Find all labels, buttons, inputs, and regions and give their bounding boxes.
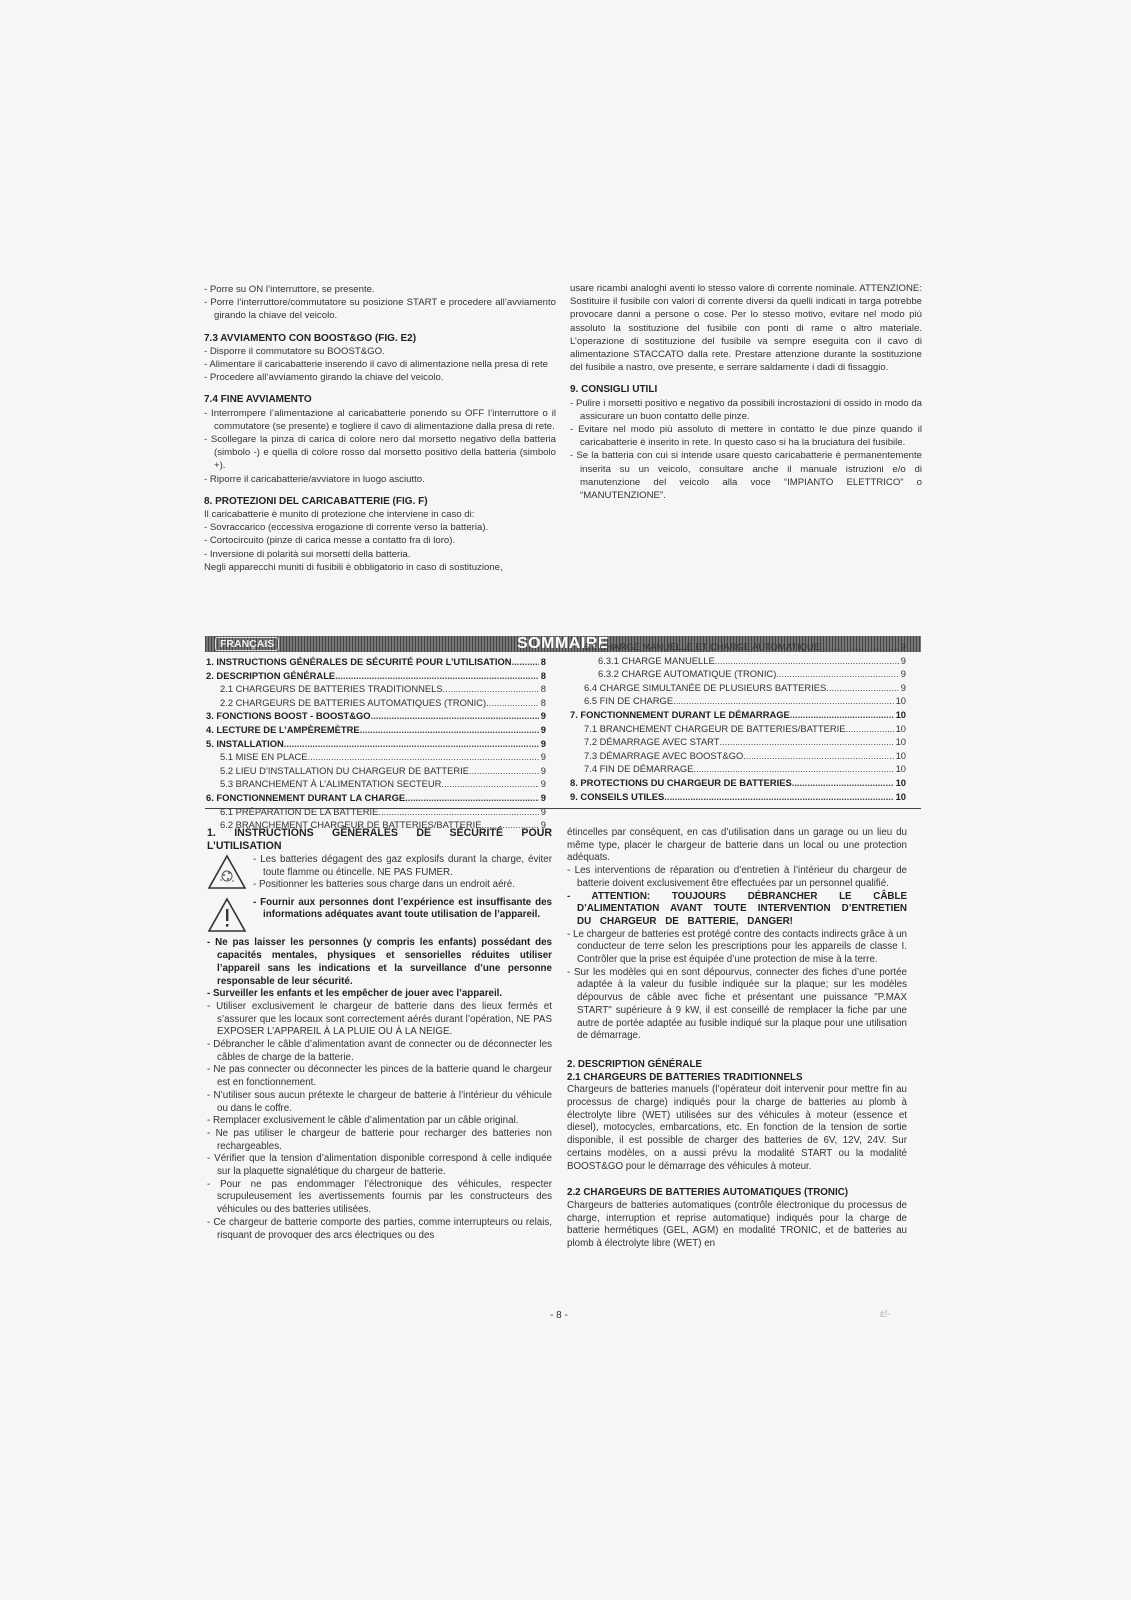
- toc-entry: [206, 723, 546, 737]
- toc-leader-dots: [512, 655, 539, 669]
- toc-leader-dots: [719, 735, 893, 749]
- toc-leader-dots: [846, 722, 894, 736]
- toc-leader-dots: [790, 708, 894, 722]
- toc-page-number: 8: [540, 669, 546, 681]
- toc-leader-dots: [469, 764, 539, 778]
- paragraph: Chargeurs de batteries manuels (l’opérateur doit intervenir pour mettre fin au processus de charge) indiqués pour la charge de batteries au plomb à électrolyte libre (WET) utilisées sur des véhicules à moteur (essence et diesel), motocycles, embarcations, etc. En fonction de la tension de sortie disponible, il est possible de charger des batteries de 6V, 12V, 24V. Sur certains modèles, on a aussi prévu la modalité START ou la modalité BOOST&GO pour le démarrage des véhicules à moteur.: [567, 1084, 907, 1172]
- toc-page-number: 9: [900, 668, 906, 680]
- toc-page-number: 10: [895, 708, 906, 720]
- warning-text: - Les batteries dégagent des gaz explosifs durant la charge, éviter toute flamme ou étincelle. NE PAS FUMER.: [253, 854, 552, 878]
- toc-entry-title: 4. LECTURE DE L’AMPÈREMÈTRE: [206, 723, 360, 735]
- list-item: - Se la batteria con cui si intende usare questo caricabatterie è permanentemente inserita su un veicolo, consultare anche il manuale istruzioni e/o di manutenzione del veicolo alla voce “IMPIANTO ELETTRICO” o “MANUTENZIONE”.: [570, 450, 922, 502]
- toc-page-number: 9: [540, 723, 546, 735]
- toc-right: [570, 640, 906, 803]
- toc-entry: [570, 640, 906, 654]
- toc-leader-dots: [776, 667, 898, 681]
- list-item: - Les interventions de réparation ou d’entretien à l’intérieur du chargeur de batterie doivent exclusivement être effectuées par un personnel qualifié.: [567, 865, 907, 889]
- toc-page-number: 10: [895, 695, 906, 707]
- french-left-column: [207, 827, 552, 1242]
- toc-page-number: 9: [540, 764, 546, 776]
- toc-leader-dots: [826, 681, 899, 695]
- list-item: - Utiliser exclusivement le chargeur de batterie dans des lieux fermés et s’assurer que les locaux sont correctement aérés durant l’opération, NE PAS EXPOSER L’APPAREIL À LA PLUIE OU À LA NEIGE.: [207, 1000, 552, 1038]
- toc-entry: [570, 790, 906, 804]
- list-item: - Scollegare la pinza di carica di colore nero dal morsetto negativo della batteria (simbolo -) e quella di colore rosso dal morsetto positivo della batteria (simbolo +).: [204, 434, 556, 472]
- toc-entry: [206, 655, 546, 669]
- list-item: - Sur les modèles qui en sont dépourvus, connecter des fiches d’une portée adaptée à la valeur du fusible indiquée sur la plaque; sur les modèles dépourvus de câble avec fiche et présentant une puissance "P.MAX START" supérieure à 9 kW, il est conseillé de remplacer la fiche par une autre de portée adaptée au fusible indiqué sur la plaque pour une utilisation de démarrage.: [567, 966, 907, 1042]
- toc-entry-title: 7.4 FIN DE DÉMARRAGE: [584, 763, 694, 775]
- list-item: - Débrancher le câble d’alimentation avant de connecter ou de déconnecter les câbles de charge de la batterie.: [207, 1039, 552, 1063]
- toc-entry: [570, 722, 906, 736]
- toc-page-number: 9: [900, 654, 906, 666]
- toc-entry: [206, 791, 546, 805]
- toc-entry: [570, 776, 906, 790]
- explosion-warning-icon: [207, 854, 253, 895]
- toc-page-number: 9: [540, 710, 546, 722]
- toc-entry-title: 6.5 FIN DE CHARGE: [584, 695, 674, 707]
- toc-entry: [570, 654, 906, 668]
- toc-entry: [570, 708, 906, 722]
- subsection-heading: 2.1 CHARGEURS DE BATTERIES TRADITIONNELS: [567, 1071, 803, 1083]
- toc-page-number: 9: [540, 751, 546, 763]
- toc-entry: [570, 762, 906, 776]
- list-item: - N’utiliser sous aucun prétexte le chargeur de batterie à l’intérieur du véhicule ou dans le coffre.: [207, 1089, 552, 1114]
- list-item: - Porre su ON l’interruttore, se presente.: [204, 284, 375, 295]
- toc-entry: [570, 735, 906, 749]
- list-item: - Le chargeur de batteries est protégé contre des contacts indirects grâce à un conducteur de terre selon les prescriptions pour les appareils de classe I. Contrôler que la prise est équipée d’une protection de mise à la terre.: [567, 928, 907, 966]
- list-item: - Sovraccarico (eccessiva erogazione di corrente verso la batteria).: [204, 522, 489, 534]
- toc-leader-dots: [443, 682, 539, 696]
- toc-entry-title: 6.1 PRÉPARATION DE LA BATTERIE: [220, 805, 379, 817]
- french-right-column: [567, 827, 907, 1251]
- toc-entry-title: 1. INSTRUCTIONS GÉNÉRALES DE SÉCURITÉ POUR L’UTILISATION: [206, 656, 512, 667]
- toc-entry-title: 5.1 MISE EN PLACE: [220, 751, 308, 763]
- attention-item: - ATTENTION: TOUJOURS DÉBRANCHER LE CÂBLE D’ALIMENTATION AVANT TOUTE INTERVENTION D’ENTRETIEN DU CHARGEUR DE BATTERIE, DANGER!: [567, 890, 907, 927]
- toc-entry: [206, 669, 546, 683]
- corner-mark: ɛ!·: [880, 1309, 891, 1320]
- list-item: - Ne pas connecter ou déconnecter les pinces de la batterie quand le chargeur est en fonctionnement.: [207, 1064, 552, 1089]
- toc-entry-title: 2.2 CHARGEURS DE BATTERIES AUTOMATIQUES (TRONIC): [220, 696, 487, 708]
- section-heading: 7.4 FINE AVVIAMENTO: [204, 394, 312, 406]
- toc-leader-dots: [715, 654, 899, 668]
- caution-warning-icon: [207, 897, 253, 938]
- warning-text: - Positionner les batteries sous charge dans un endroit aéré.: [253, 879, 515, 891]
- toc-entry-title: 8. PROTECTIONS DU CHARGEUR DE BATTERIES: [570, 776, 792, 788]
- paragraph: usare ricambi analoghi aventi lo stesso valore di corrente nominale. ATTENZIONE: Sostituire il fusibile con valori di corrente diversi da quelli indicati in targa potrebbe provocare danni a persone o cose. Per lo stesso motivo, evitare nel modo più assoluto la sostituzione del fusibile con ponti di rame o altro materiale. L’operazione di sostituzione del fusibile va sempre eseguita con il cavo di alimentazione STACCATO dalla rete. Prestare attenzione durante la sostituzione del fusibile a nastro, ove presente, e serrare saldamente i dadi di fissaggio.: [570, 283, 922, 374]
- list-item: - Inversione di polarità sui morsetti della batteria.: [204, 548, 411, 560]
- toc-entry: [570, 694, 906, 708]
- section-heading: 7.3 AVVIAMENTO CON BOOST&GO (FIG. E2): [204, 332, 417, 344]
- list-item: - Pour ne pas endommager l’électronique des véhicules, respecter scrupuleusement les avertissements fournis par les constructeurs des véhicules ou des batteries utilisées.: [207, 1178, 552, 1216]
- paragraph: Chargeurs de batteries automatiques (contrôle électronique du processus de charge, interruption et reprise automatique) indiqués pour la charge de batterie hermétiques (GEL, AGM) en modalité TRONIC, et de batteries au plomb à électrolyte libre (WET) en: [567, 1199, 907, 1250]
- toc-entry-title: 6.2 BRANCHEMENT CHARGEUR DE BATTERIES/BATTERIE: [220, 819, 482, 831]
- list-item: - Evitare nel modo più assoluto di mettere in contatto le due pinze quando il caricabatterie è inserito in rete. In questo caso si ha la bruciatura del fusibile.: [570, 424, 922, 449]
- divider: [205, 808, 921, 809]
- toc-entry-title: 6.3.2 CHARGE AUTOMATIQUE (TRONIC): [598, 668, 777, 680]
- list-item: - Cortocircuito (pinze di carica messe a contatto fra di loro).: [204, 535, 456, 547]
- toc-leader-dots: [335, 669, 539, 683]
- toc-leader-dots: [405, 791, 539, 805]
- toc-leader-dots: [486, 696, 539, 710]
- toc-entry-title: 3. FONCTIONS BOOST - BOOST&GO: [206, 710, 371, 722]
- toc-entry: [206, 696, 546, 710]
- toc-entry: [570, 749, 906, 763]
- toc-entry-title: 6.4 CHARGE SIMULTANÉE DE PLUSIEURS BATTERIES: [584, 681, 827, 693]
- toc-page-number: 10: [895, 790, 906, 802]
- toc-entry-title: 2. DESCRIPTION GÉNÉRALE: [206, 669, 336, 681]
- toc-page-number: 10: [895, 763, 906, 775]
- language-label: FRANÇAIS: [215, 637, 279, 651]
- toc-page-number: 10: [895, 749, 906, 761]
- warning-text: - Fournir aux personnes dont l’expérience est insuffisante des informations adéquates avant toute utilisation de l’appareil.: [253, 896, 552, 921]
- caution-warning: [207, 897, 552, 938]
- list-item: - Vérifier que la tension d’alimentation disponible correspond à celle indiquée sur la plaquette signalétique du chargeur de batterie.: [207, 1153, 552, 1178]
- toc-leader-dots: [792, 776, 894, 790]
- toc-entry-title: 5.3 BRANCHEMENT À L’ALIMENTATION SECTEUR: [220, 778, 442, 790]
- toc-entry: [206, 682, 546, 696]
- list-item: - Remplacer exclusivement le câble d’alimentation par un câble original.: [207, 1115, 519, 1127]
- toc-leader-dots: [664, 790, 893, 804]
- section-heading: 8. PROTEZIONI DEL CARICABATTERIE (FIG. F): [204, 495, 428, 507]
- toc-page-number: 10: [895, 776, 906, 788]
- list-item: - Ne pas utiliser le chargeur de batterie pour recharger des batteries non rechargeables.: [207, 1127, 552, 1152]
- list-item: - Porre l’interruttore/commutatore su posizione START e procedere all’avviamento girando la chiave del veicolo.: [204, 297, 556, 322]
- toc-entry-title: 7.2 DÉMARRAGE AVEC START: [584, 736, 720, 748]
- subsection-heading: 2.2 CHARGEURS DE BATTERIES AUTOMATIQUES (TRONIC): [567, 1187, 849, 1199]
- toc-entry-title: 6.3.1 CHARGE MANUELLE: [598, 654, 715, 666]
- toc-leader-dots: [308, 750, 539, 764]
- toc-leader-dots: [693, 762, 893, 776]
- explosion-warning: [207, 854, 552, 895]
- list-item: - Alimentare il caricabatterie inserendo il cavo di alimentazione nella presa di rete: [204, 359, 548, 371]
- paragraph: Il caricabatterie è munito di protezione che interviene in caso di:: [204, 509, 475, 521]
- toc-leader-dots: [820, 640, 899, 654]
- toc-entry-title: 5.2 LIEU D’INSTALLATION DU CHARGEUR DE BATTERIE: [220, 764, 470, 776]
- paragraph: étincelles par conséquent, en cas d’utilisation dans un garage ou un lieu du même type, placer le chargeur de batterie dans un local ou une protection adéquats.: [567, 827, 907, 864]
- sommaire-title: SOMMAIRE: [517, 635, 609, 652]
- section-heading: 2. DESCRIPTION GÉNÉRALE: [567, 1058, 702, 1070]
- list-item: - Disporre il commutatore su BOOST&GO.: [204, 345, 385, 357]
- toc-entry: [206, 764, 546, 778]
- toc-entry: [206, 777, 546, 791]
- toc-page-number: 9: [540, 805, 546, 817]
- paragraph: Negli apparecchi muniti di fusibili è obbligatorio in caso di sostituzione,: [204, 561, 503, 573]
- toc-entry: [206, 737, 546, 751]
- toc-leader-dots: [743, 749, 893, 763]
- toc-leader-dots: [441, 777, 538, 791]
- toc-leader-dots: [673, 694, 893, 708]
- section-heading: 1. INSTRUCTIONS GÉNÉRALES DE SÉCURITÉ POUR L’UTILISATION: [207, 827, 552, 852]
- toc-entry-title: 9. CONSEILS UTILES: [570, 790, 665, 802]
- toc-entry-title: 2.1 CHARGEURS DE BATTERIES TRADITIONNELS: [220, 683, 443, 695]
- toc-leader-dots: [378, 805, 538, 819]
- toc-entry: [206, 709, 546, 723]
- italian-right-column: [570, 282, 922, 502]
- toc-page-number: 8: [540, 656, 546, 667]
- toc-page-number: 9: [900, 681, 906, 693]
- toc-entry: [570, 681, 906, 695]
- section-heading: 9. CONSIGLI UTILI: [570, 384, 658, 396]
- toc-page-number: 9: [540, 778, 546, 790]
- toc-page-number: 9: [540, 791, 546, 803]
- toc-leader-dots: [371, 709, 539, 723]
- toc-leader-dots: [284, 737, 539, 751]
- toc-entry-title: 5. INSTALLATION: [206, 737, 284, 749]
- toc-entry: [570, 667, 906, 681]
- toc-page-number: 9: [900, 641, 906, 652]
- toc-entry-title: 7.1 BRANCHEMENT CHARGEUR DE BATTERIES/BATTERIE: [584, 722, 846, 734]
- toc-left: [206, 655, 546, 832]
- list-item: - Pulire i morsetti positivo e negativo da possibili incrostazioni di ossido in modo da assicurare un buon contatto delle pinze.: [570, 397, 922, 422]
- toc-entry: [206, 805, 546, 819]
- toc-page-number: 10: [895, 736, 906, 748]
- page-number: - 8 -: [550, 1310, 568, 1321]
- list-item: - Interrompere l’alimentazione al caricabatterie ponendo su OFF l’interruttore o il commutatore (se presente) e togliere il cavo di alimentazione dalla presa di rete.: [204, 407, 556, 432]
- list-item: - Surveiller les enfants et les empêcher de jouer avec l’appareil.: [207, 988, 503, 1000]
- toc-entry-title: 6.3 CHARGE MANUELLE ET CHARGE AUTOMATIQUE: [584, 641, 820, 652]
- list-item: - Riporre il caricabatterie/avviatore in luogo asciutto.: [204, 473, 425, 485]
- toc-page-number: 8: [540, 696, 546, 708]
- toc-leader-dots: [360, 723, 539, 737]
- toc-entry-title: 7. FONCTIONNEMENT DURANT LE DÉMARRAGE: [570, 708, 790, 720]
- toc-page-number: 9: [540, 737, 546, 749]
- italian-left-column: [204, 283, 556, 574]
- toc-page-number: 8: [540, 683, 546, 695]
- toc-entry-title: 7.3 DÉMARRAGE AVEC BOOST&GO: [584, 749, 744, 761]
- list-item: - Ne pas laisser les personnes (y compris les enfants) possédant des capacités mentales, physiques et sensorielles réduites utiliser l’appareil sans les indications et la surveillance d’une personne responsable de leur sécurité.: [207, 937, 552, 987]
- list-item: - Procedere all’avviamento girando la chiave del veicolo.: [204, 372, 444, 384]
- toc-entry-title: 6. FONCTIONNEMENT DURANT LA CHARGE: [206, 791, 406, 803]
- list-item: - Ce chargeur de batterie comporte des parties, comme interrupteurs ou relais, risquant de provoquer des arcs électriques ou des: [207, 1216, 552, 1241]
- toc-entry: [206, 750, 546, 764]
- toc-page-number: 9: [540, 819, 546, 831]
- toc-page-number: 10: [895, 722, 906, 734]
